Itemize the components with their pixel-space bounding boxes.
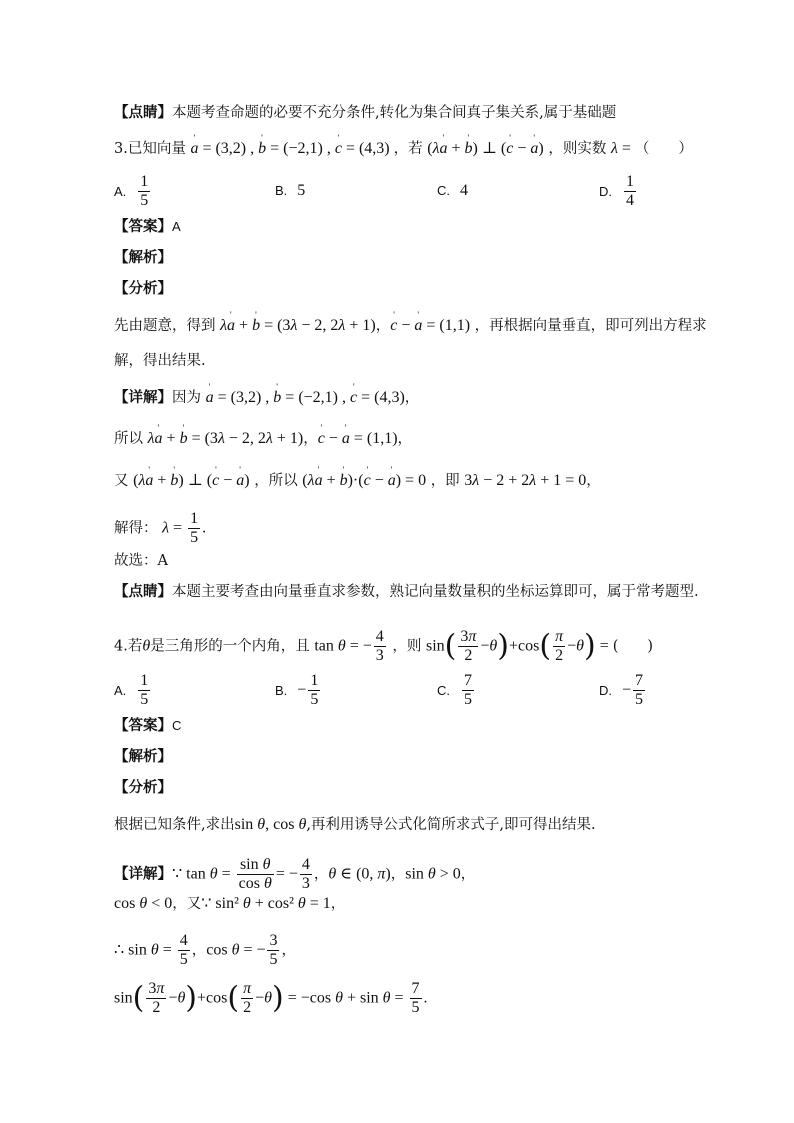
q2-dianjing-line [114, 103, 616, 123]
q4-jiexi-tag: 【解析】 [114, 748, 172, 765]
q4-option-b[interactable]: B. − $\frac{1}{5}$ [275, 672, 319, 708]
q4-stem: 4.若θ是三角形的一个内角，且 tan θ = − $\frac{4}{3}$ ，则 sin( $\frac{3\pi}{2}$ −θ)+cos( $\frac{\pi}{2}$ −θ) = ( ) [114, 628, 654, 664]
dianjing-text: 本题考查命题的必要不充分条件,转化为集合间真子集关系,属于基础题 [172, 105, 617, 121]
q3-detail-line3: 又 (λ' a + ' b) ⊥ (' c − ' a) ，所以 (λ' a + ' b)·(' c − ' a) = 0 ，即 3λ − 2 + 2λ + 1 = 0， [114, 471, 601, 491]
q3-jiexi-tag: 【解析】 [114, 249, 172, 266]
q4-fenxi-line: 根据已知条件,求出sin θ, cos θ,再利用诱导公式化简所求式子,即可得出结果. [114, 816, 596, 833]
q4-option-c[interactable]: C. $\frac{7}{5}$ [437, 672, 472, 708]
q3-option-c[interactable]: C. 4 [437, 182, 468, 199]
q3-option-d[interactable]: D. $\frac{1}{4}$ [599, 173, 634, 209]
q3-fenxi-formula: λ' a + ' b = (3λ − 2, 2λ + 1) [220, 317, 376, 334]
q3-dianjing: 【点睛】本题主要考查由向量垂直求参数，熟记向量数量积的坐标运算即可，属于常考题型. [114, 583, 699, 600]
q4-option-a[interactable]: A. $\frac{1}{5}$ [114, 672, 149, 708]
q4-option-d[interactable]: D. − $\frac{7}{5}$ [599, 672, 644, 708]
q3-detail-line4: 解得： λ = $\frac{1}{5}$ . [114, 510, 207, 546]
q3-fenxi-tag: 【分析】 [114, 280, 172, 297]
q4-detail-line4: sin( $\frac{3\pi}{2}$ −θ)+cos( $\frac{\pi}{2}$ −θ) = −cos θ + sin θ = $\frac{7}{5}$ . [114, 980, 428, 1016]
q3-stem-vectors: ' a = (3,2) , ' b = (−2,1) , ' c = (4,3) [190, 140, 393, 157]
q3-stem-condition: (λ' a + ' b) ⊥ (' c − ' a) [427, 140, 543, 157]
q4-detail-line3: ∴ sin θ = $\frac{4}{5}$ ，cos θ = − $\frac{3}{5}$ ， [114, 932, 296, 968]
q3-stem [114, 139, 693, 159]
q3-option-a[interactable]: A. $\frac{1}{5}$ [114, 173, 149, 209]
q3-stem-prefix: 3.已知向量 [114, 141, 186, 157]
q4-detail-line2: cos θ < 0，又∵ sin² θ + cos² θ = 1， [114, 895, 346, 912]
q4-detail-line1: 【详解】∵ tan θ = $\frac{\text{sin θ}}{\text{cos θ}}$ = − $\frac{4}{3}$ ，θ ∈ (0, π)，sin θ > 0， [114, 856, 476, 892]
q4-fenxi-tag: 【分析】 [114, 779, 172, 796]
q3-detail-line1: 【详解】因为 ' a = (3,2) , ' b = (−2,1) , ' c = (4,3)， [114, 388, 419, 408]
q3-choose: 故选：A [114, 553, 168, 569]
q3-option-b[interactable]: B. 5 [275, 182, 306, 199]
q3-stem-mid: ，若 [393, 141, 423, 157]
q4-answer: 【答案】C [114, 717, 182, 734]
q3-fenxi-line1: 先由题意，得到 λ' a + ' b = (3λ − 2, 2λ + 1)，' c − ' a = (1,1) ，再根据向量垂直，即可列出方程求 [114, 316, 707, 336]
q3-stem-suffix: ，则实数 λ = （ ） [548, 140, 693, 157]
q3-detail-line2: 所以 λ' a + ' b = (3λ − 2, 2λ + 1)，' c − ' a = (1,1)， [114, 429, 412, 449]
dianjing-tag: 【点睛】 [114, 104, 172, 121]
q3-fenxi-line2: 解，得出结果. [114, 353, 206, 369]
q3-answer: 【答案】A [114, 218, 181, 235]
